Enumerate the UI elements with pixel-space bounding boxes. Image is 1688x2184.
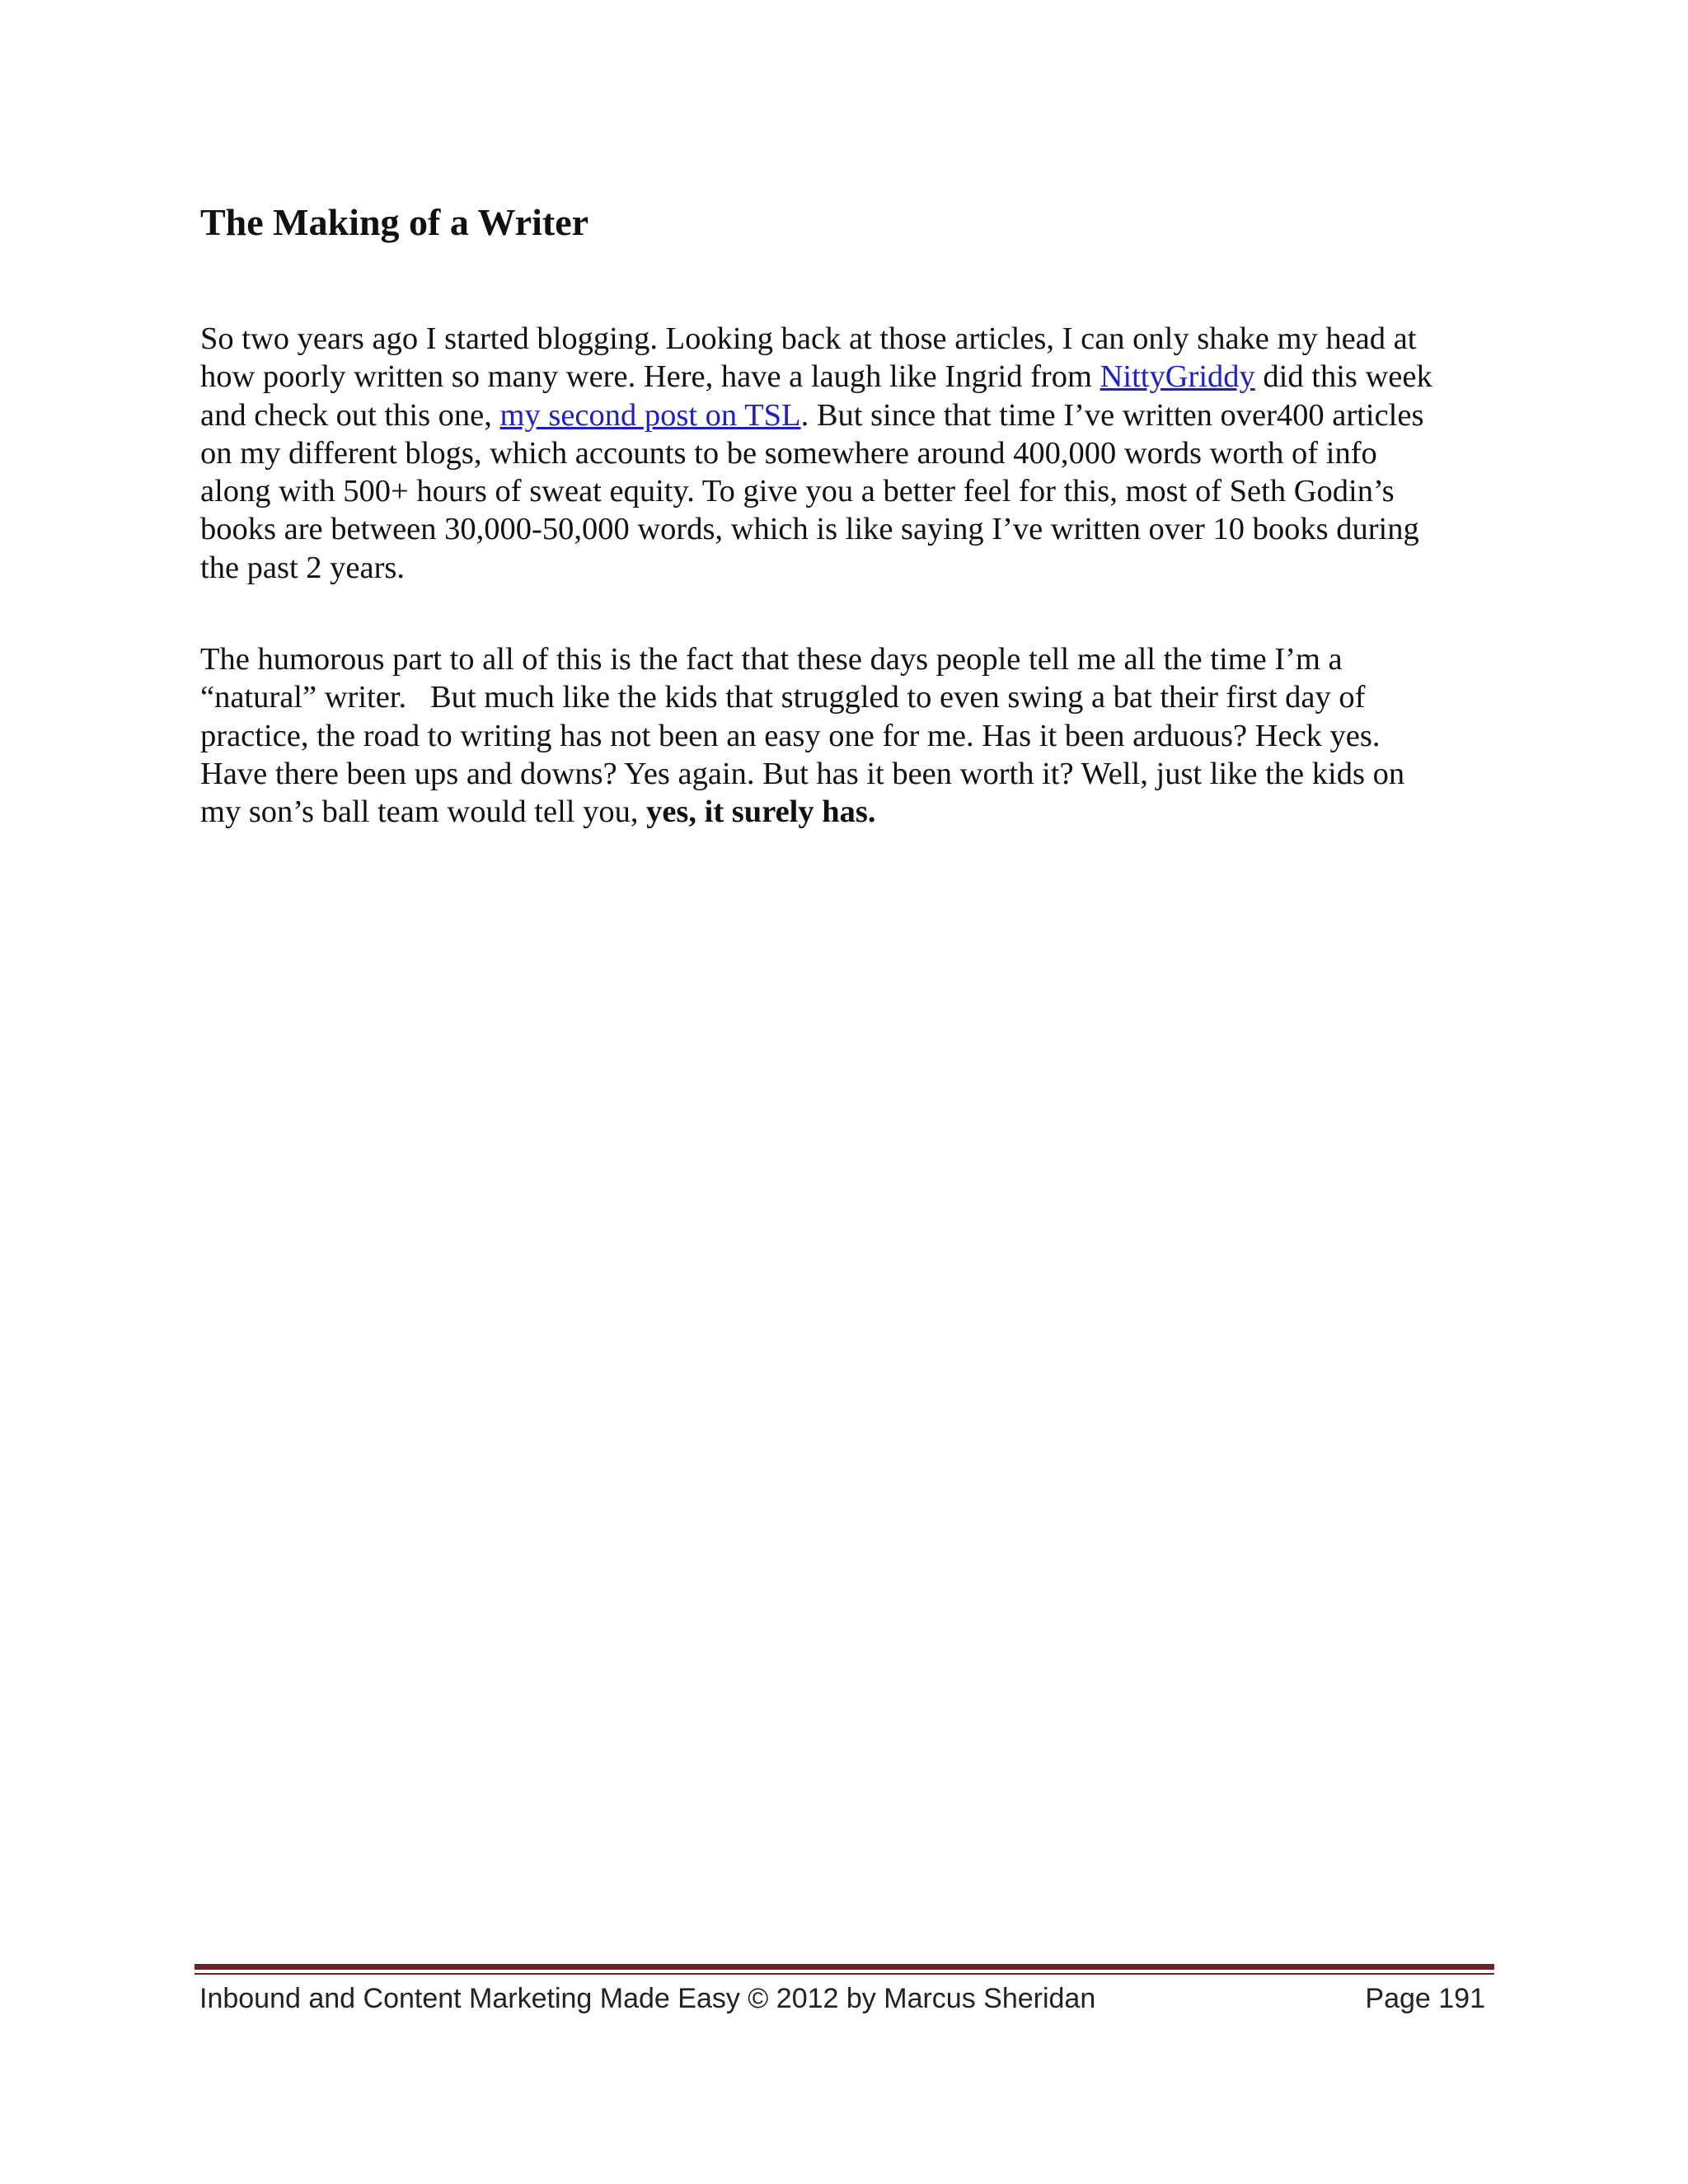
page-content [200,199,1511,832]
page-title: The Making of a Writer [200,201,589,243]
paragraph-1-line-2-text-b: did this week [1254,359,1432,395]
footer-copyright: Inbound and Content Marketing Made Easy © 2012 by Marcus Sheridan [199,1983,1096,2014]
bold-conclusion: yes, it surely has. [646,794,876,830]
footer-divider-thin [195,1973,1494,1975]
paragraph-2-line-3: practice, the road to writing has not been an easy one for me. Has it been arduous? Heck yes. [200,718,1381,753]
nittygriddy-link[interactable]: NittyGriddy [1100,359,1255,395]
paragraph-1-line-3-text-a: and check out this one, [200,397,500,433]
paragraph-1 [200,320,1511,587]
footer-page-number: Page 191 [1365,1983,1485,2014]
paragraph-1-line-4: on my different blogs, which accounts to be somewhere around 400,000 words worth of info [200,435,1377,471]
paragraph-2-line-4: Have there been ups and downs? Yes again. But has it been worth it? Well, just like the kids on [200,756,1405,791]
footer-divider-thick [195,1964,1494,1970]
paragraph-1-line-3 [200,396,1511,434]
paragraph-1-line-3-text-b: . But since that time I’ve written over400 articles [800,397,1424,433]
paragraph-1-line-2-text-a: how poorly written so many were. Here, have a laugh like Ingrid from [200,359,1100,395]
paragraph-1-line-1: So two years ago I started blogging. Looking back at those articles, I can only shake my head at [200,321,1417,356]
paragraph-2-line-5-text: my son’s ball team would tell you, [200,794,647,830]
paragraph-1-line-7: the past 2 years. [200,550,406,585]
second-post-link[interactable]: my second post on TSL [499,397,801,433]
paragraph-1-line-6: books are between 30,000-50,000 words, which is like saying I’ve written over 10 books during [200,512,1419,547]
paragraph-2 [200,640,1511,831]
paragraph-2-line-1: The humorous part to all of this is the fact that these days people tell me all the time I’m a [200,642,1343,677]
paragraph-1-line-5: along with 500+ hours of sweat equity. To give you a better feel for this, most of Seth Godin’s [200,474,1395,509]
paragraph-2-line-5 [200,793,1511,831]
paragraph-2-line-2: “natural” writer. But much like the kids that struggled to even swing a bat their first day of [200,680,1366,715]
paragraph-1-line-2 [200,358,1511,396]
